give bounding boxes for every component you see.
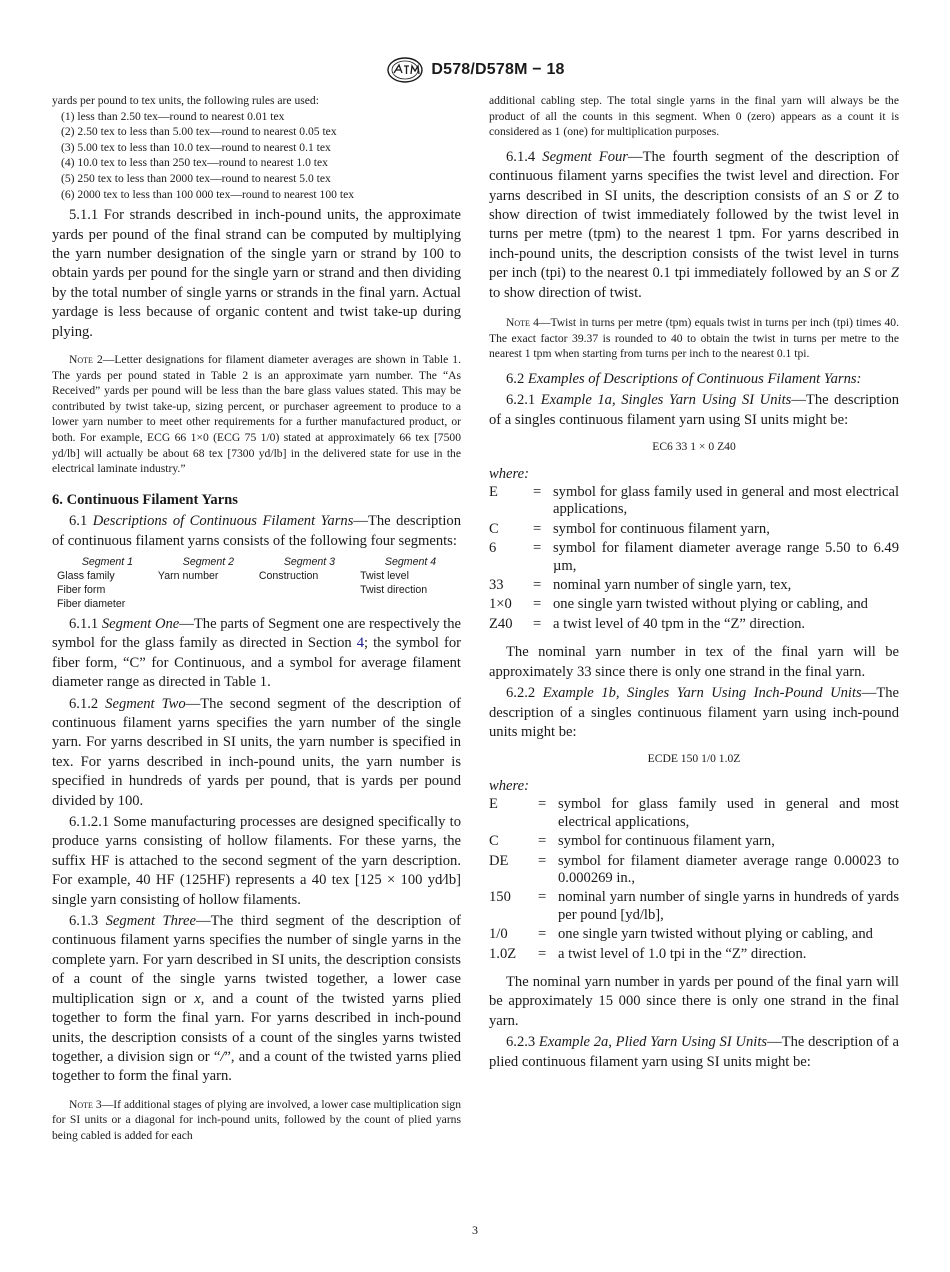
note-2 [52,352,461,477]
twist-s-symbol: S [843,187,851,204]
segment-cell: Glass family [57,569,115,582]
paragraph-number: 6.1.4 [506,148,536,165]
paragraph-text: or [850,187,874,204]
paragraph-text: —The parts of Segment one are respectively the symbol for the glass family as directed in Section [52,615,462,652]
document-designation: D578/D578M − 18 [431,61,565,78]
definition-row [489,484,899,521]
paragraph-text: —The description of a singles continuous filament yarn using SI units might be: [489,392,900,428]
paragraph-title: Example 1b, Singles Yarn Using Inch-Pound Units [542,685,862,702]
segment-cell: Fiber diameter [57,597,126,610]
paragraph-6-1-2-1: 6.1.2.1 Some manufacturing processes are designed specifically to produce yarns consisting of hollow filaments. For these yarns, the suffix HF is attached to the second segment of the yarn description. For example, 40 HF (125HF) represents a 40 tex [125 × 100 yd⁄lb] single yarn consisting of hollow filaments. [52,814,461,908]
rounding-rule: (2) 2.50 tex to less than 5.00 tex—round to nearest 0.05 tex [61,125,337,139]
left-column [52,93,461,1152]
paragraph-number: 6.2 [506,370,525,387]
definition-symbol: 33 [489,577,504,594]
paragraph-text: —The description of a singles continuous filament yarn using inch-pound units might be: [489,685,900,740]
equals-sign: = [533,596,542,613]
paragraph-number: 6.1 [69,513,88,530]
rounding-rule: (3) 5.00 tex to less than 10.0 tex—round to nearest 0.1 tex [61,140,331,154]
paragraph-6-1 [52,512,461,551]
paragraph-after-example-1b: The nominal yarn number in yards per pound of the final yarn will be approximately 15 000 since there is only one strand in the final yarn. [489,973,899,1029]
definition-symbol: 1/0 [489,926,508,943]
definition-row [489,796,899,833]
definition-row [489,577,899,596]
definition-symbol: C [489,520,499,537]
paragraph-text: —The description of continuous filament yarns consists of the following four segments: [52,513,461,549]
paragraph-number: 6.2.1 [506,392,536,409]
segment-cell: Twist level [360,569,409,582]
section-4-link[interactable]: 4 [356,635,365,652]
paragraph-6-2-2 [489,684,899,742]
paragraph-text: ”, and a count of the twisted yarns plied together to form the final yarn. [52,1048,462,1085]
definition-row [489,853,899,890]
definition-row [489,521,899,540]
definition-text: a twist level of 1.0 tpi in the “Z” direction. [558,945,807,962]
definition-row [489,596,899,615]
paragraph-6-2-1 [489,391,899,430]
page-header [0,56,950,84]
definition-symbol: 1×0 [489,596,512,613]
paragraph-text: to show direction of twist immediately followed by the twist level in turns per metre (tpm) to the nearest 1 tpm. For yarns described in inch-pound units, the description consists of the twist level in turns per inch (tpi) to the nearest 0.1 tpi immediately followed by an [489,187,899,282]
rounding-rule: (6) 2000 tex to less than 100 000 tex—round to nearest 100 tex [61,187,355,201]
paragraph-6-1-4 [489,148,899,303]
definition-row [489,833,899,852]
definitions-example-1b [489,796,899,965]
equals-sign: = [538,889,547,906]
paragraph-title: Segment Four [542,148,628,165]
where-label: where: [489,778,529,795]
paragraph-text: , and a count of the twisted yarns plied together to form the final yarn. For yarns described in inch-pound units, the description consists of a count of the singles yarns twisted together, a division sign or “ [52,990,461,1065]
twist-z-symbol: Z [890,265,899,282]
definition-text: symbol for glass family used in general and most electrical applications, [553,484,899,518]
paragraph-6-1-3 [52,912,461,1087]
definition-row [489,926,899,945]
definitions-example-1a [489,484,899,635]
paragraph-text: —The fourth segment of the description of continuous filament yarns specifies the twist level and direction. For yarns described in SI units, the description consists of an [489,148,899,204]
definition-text: symbol for continuous filament yarn, [558,833,775,850]
definition-text: nominal yarn number of single yarns in hundreds of yards per pound [yd/lb], [558,889,899,923]
definition-text: one single yarn twisted without plying or cabling, and [558,926,873,943]
segment-cell: Construction [258,569,319,582]
paragraph-6-1-1 [52,615,461,693]
equals-sign: = [538,945,547,962]
paragraph-6-2 [489,370,899,389]
rounding-rule: (4) 10.0 tex to less than 250 tex—round to nearest 1.0 tex [61,156,328,170]
formula-example-1a: EC6 33 1 × 0 Z40 [652,440,736,454]
definition-symbol: Z40 [489,615,513,632]
twist-s-symbol: S [863,265,871,282]
definition-symbol: 1.0Z [489,945,517,962]
equals-sign: = [533,540,542,557]
equals-sign: = [533,615,542,632]
segment-header: Segment 4 [384,555,437,568]
segment-header: Segment 2 [182,555,234,568]
definition-text: a twist level of 40 tpm in the “Z” direction. [553,615,806,632]
right-column [489,93,899,1074]
definition-symbol: E [489,484,498,501]
equals-sign: = [538,833,547,850]
paragraph-after-example-1a: The nominal yarn number in tex of the final yarn will be approximately 33 since there is only one strand in the final yarn. [489,644,899,680]
paragraph-text: or [870,265,891,282]
paragraph-6-2-3 [489,1033,899,1072]
equals-sign: = [533,520,542,537]
definition-text: symbol for filament diameter average range 5.50 to 6.49 µm, [553,540,899,574]
definition-symbol: 6 [489,540,497,557]
definition-symbol: C [489,833,499,850]
definition-symbol: 150 [489,889,511,906]
paragraph-number: 6.1.2 [69,695,99,712]
definition-row [489,889,899,926]
paragraph-6-1-2 [52,695,461,811]
equals-sign: = [538,926,547,943]
astm-logo-icon [385,57,425,83]
note-3-label: Note 3 [69,1097,102,1111]
paragraph-number: 6.1.1 [69,615,99,632]
section-6-heading: 6. Continuous Filament Yarns [52,491,238,508]
segments-table [57,555,461,611]
definition-symbol: E [489,796,498,813]
definition-symbol: DE [489,852,509,869]
paragraph-5-1-1: 5.1.1 For strands described in inch-pound units, the approximate yards per pound of the final strand can be computed by multiplying the yarn number designation of the single yarn or strand by 100 to obtain yards per pound for the single yarn or strand and then dividing by the total number of single yarns or strands in the final yarn. Actual yardage is less because of organic content and twist take-up during plying. [52,207,461,340]
segment-header: Segment 1 [81,555,134,568]
page-number: 3 [472,1223,478,1237]
definition-text: symbol for glass family used in general and most electrical applications, [558,796,899,830]
twist-z-symbol: Z [873,187,883,204]
definition-text: one single yarn twisted without plying or cabling, and [553,596,868,613]
note-2-label: Note 2 [69,353,103,366]
rules-intro: yards per pound to tex units, the following rules are used: [52,94,319,107]
note-3-text: —If additional stages of plying are involved, a lower case multiplication sign for SI units or a diagonal for inch-pound units, followed by the count of plied yarns being cabled is added for each [52,1097,462,1142]
definition-row [489,616,899,635]
paragraph-text: —The third segment of the description of continuous filament yarns specifies the number of single yarns in the complete yarn. For yarn described in SI units, the description consists of a count of the single yarns twisted together, a lower case multiplication sign or [52,913,462,1007]
paragraph-title: Segment Three [105,913,196,930]
paragraph-text: —The second segment of the description of continuous filament yarns specifies the yarn number of the single yarn. For yarns described in SI units, the yarn number is specified in tex. For yarns described in inch-pound units, the yarn number is specified in hundreds of yards per pound, that is yards per pound divided by 100. [52,695,461,809]
paragraph-number: 6.1.3 [69,913,99,930]
segment-header: Segment 3 [283,555,336,568]
paragraph-title: Descriptions of Continuous Filament Yarns [92,513,354,530]
segment-cell: Twist direction [360,583,428,596]
note-4 [489,315,899,362]
multiplication-symbol: x [194,990,201,1007]
rounding-rules-list [52,109,461,203]
equals-sign: = [533,484,542,501]
paragraph-title: Examples of Descriptions of Continuous Filament Yarns: [527,370,862,387]
definition-text: nominal yarn number of single yarn, tex, [553,577,792,594]
paragraph-title: Segment One [101,615,180,632]
note-4-label: Note 4 [506,316,539,330]
note-3 [52,1097,461,1144]
definition-text: symbol for continuous filament yarn, [553,520,770,537]
equals-sign: = [538,852,547,869]
paragraph-title: Example 2a, Plied Yarn Using SI Units [538,1034,768,1051]
paragraph-title: Example 1a, Singles Yarn Using SI Units [540,392,792,409]
segment-cell: Fiber form [57,583,106,596]
rounding-rule: (5) 250 tex to less than 2000 tex—round to nearest 5.0 tex [61,171,331,185]
paragraph-number: 6.2.3 [506,1034,536,1051]
rounding-rule: (1) less than 2.50 tex—round to nearest 0.01 tex [61,109,285,123]
definition-row [489,946,899,965]
note-4-text: —Twist in turns per metre (tpm) equals twist in turns per inch (tpi) times 40. The exact factor 39.37 is rounded to 40 to obtain the twist in turns per metre to the nearest 1 tpm when starting from turns per inch to the nearest 0.1 tpi. [489,316,899,361]
note-2-text: —Letter designations for filament diameter averages are shown in Table 1. The yards per pound stated in Table 2 is an approximate yarn number. The “As Received” yards per pound will be less than the bare glass values stated. This may be contributed by twist take-up, sizing percent, or purchaser agreement to produce to a lower yarn number to meet other requirements for a further manufactured product, or both. For example, ECG 66 1×0 (ECG 75 1/0) stated at approximately 66 tex [7500 yd/lb] will actually be about 68 tex [7300 yd/lb] in the delivered state for use in the electrical laminate industry.” [52,353,461,476]
paragraph-text: —The description of a plied continuous filament yarn using SI units might be: [489,1034,899,1070]
paragraph-title: Segment Two [105,695,186,712]
paragraph-text: ; the symbol for fiber form, “C” for Continuous, and a symbol for average filament diameter range as directed in Table 1. [52,635,462,691]
segment-cell: Yarn number [157,569,219,582]
note-3-continued: additional cabling step. The total single yarns in the final yarn will always be the product of all the counts in this segment. When 0 (zero) appears as a count it is considered as 1 (one) for multiplication purposes. [489,94,899,139]
equals-sign: = [533,577,542,594]
paragraph-number: 6.2.2 [506,685,536,702]
division-symbol: / [220,1048,225,1065]
definition-row [489,540,899,577]
definition-text: symbol for filament diameter average range 0.00023 to 0.000269 in., [558,852,899,886]
paragraph-text: to show direction of twist. [489,284,642,301]
where-label: where: [489,466,529,483]
equals-sign: = [538,796,547,813]
formula-example-1b: ECDE 150 1/0 1.0Z [647,752,741,766]
